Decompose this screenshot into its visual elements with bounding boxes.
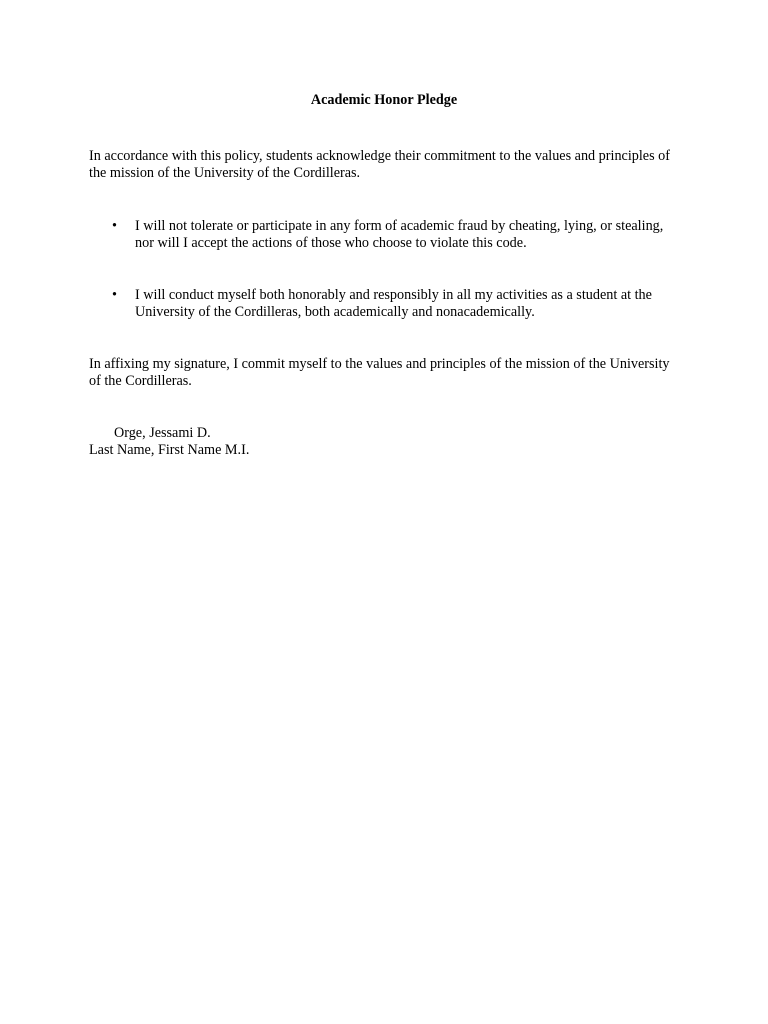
pledge-bullet-1 [112, 218, 682, 252]
bullet-text: I will not tolerate or participate in any form of academic fraud by cheating, lying, or stealing, nor will I accept the actions of those who choose to violate this code. [135, 218, 664, 251]
signature-name: Orge, Jessami D. [114, 425, 211, 441]
bullet-mark: • [112, 287, 117, 303]
affirmation-paragraph: In affixing my signature, I commit myself to the values and principles of the mission of the University of the Cordilleras. [89, 356, 670, 389]
bullet-mark: • [112, 218, 117, 234]
pledge-bullet-2 [112, 287, 682, 321]
signature-label: Last Name, First Name M.I. [89, 442, 250, 458]
intro-paragraph: In accordance with this policy, students acknowledge their commitment to the values and principles of the mission of the University of the Cordilleras. [89, 148, 670, 181]
document-title: Academic Honor Pledge [310, 92, 458, 108]
bullet-text: I will conduct myself both honorably and responsibly in all my activities as a student at the University of the Cordilleras, both academically and nonacademically. [135, 287, 652, 320]
